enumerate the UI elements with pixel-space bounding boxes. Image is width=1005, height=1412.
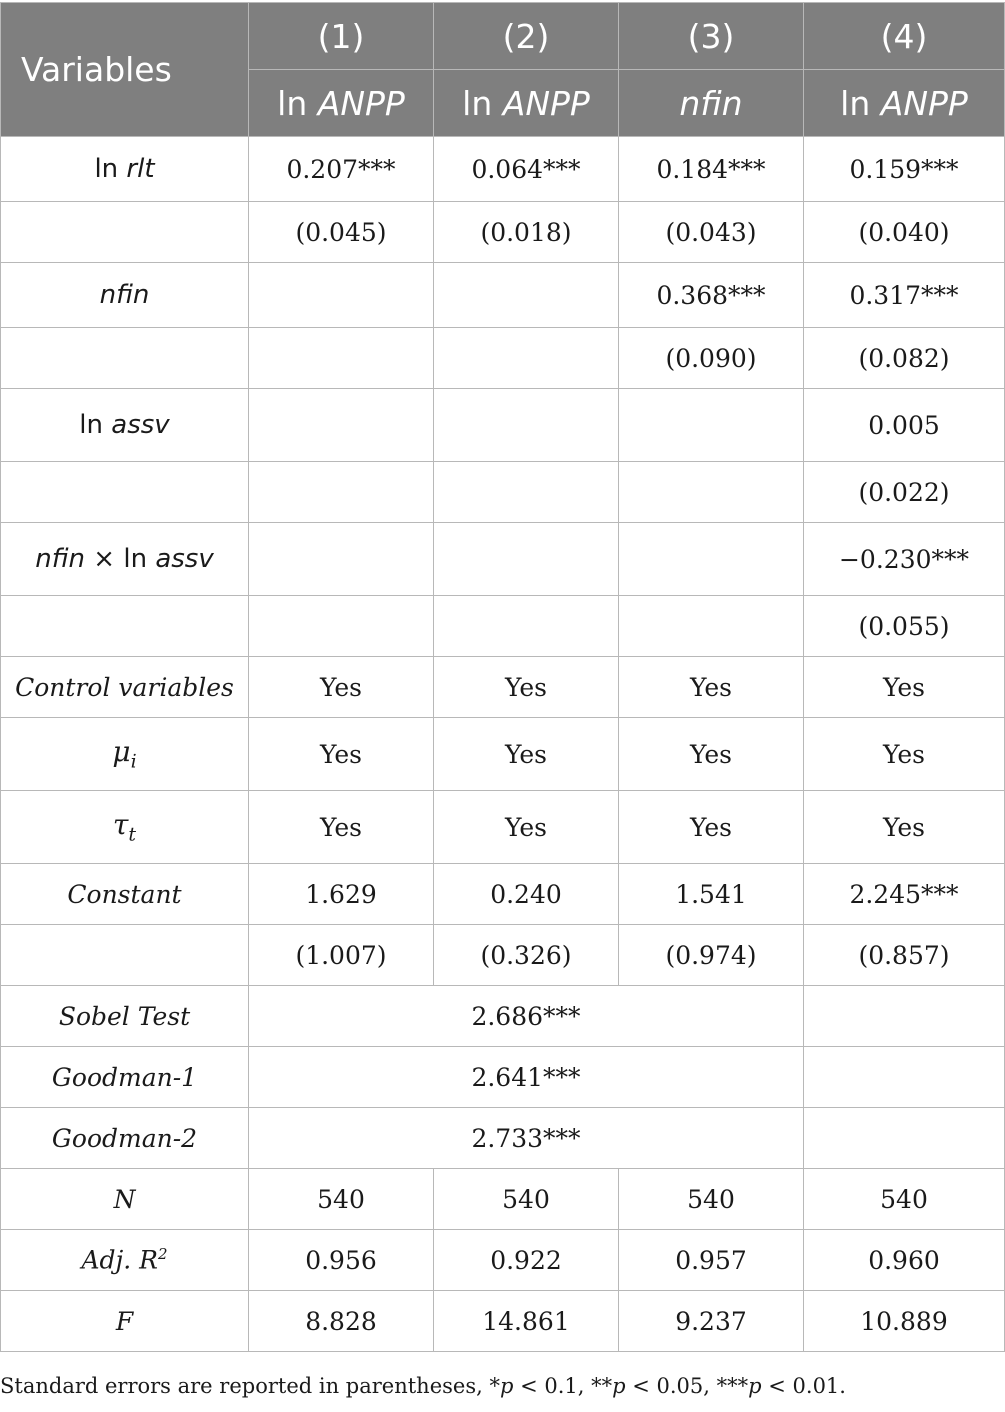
dependent-var-2: ln ANPP: [434, 70, 619, 137]
cell-value: Yes: [619, 718, 804, 791]
cell-value: 14.861: [434, 1291, 619, 1352]
cell-value: 0.922: [434, 1230, 619, 1291]
table-row-ln-assv: [1, 389, 1005, 462]
row-label-constant: Constant: [1, 864, 249, 925]
cell-se: (0.090): [619, 328, 804, 389]
cell-goodman-2-value: 2.733***: [249, 1108, 804, 1169]
cell-coef: −0.230***: [804, 523, 1005, 596]
cell-se: (1.007): [249, 925, 434, 986]
empty-cell: [619, 389, 804, 462]
cell-coef: 0.064***: [434, 137, 619, 202]
row-label-mu: $\mu_i$: [1, 718, 249, 791]
cell-coef: 0.368***: [619, 263, 804, 328]
cell-value: Yes: [804, 657, 1005, 718]
empty-cell: [434, 328, 619, 389]
cell-se: (0.055): [804, 596, 1005, 657]
empty-cell: [1, 202, 249, 263]
cell-value: 8.828: [249, 1291, 434, 1352]
table-row-sobel: [1, 986, 1005, 1047]
dependent-var-1: ln ANPP: [249, 70, 434, 137]
row-label-ln-assv: ln assv: [1, 389, 249, 462]
empty-cell: [249, 389, 434, 462]
cell-value: Yes: [619, 657, 804, 718]
cell-se: (0.043): [619, 202, 804, 263]
cell-value: Yes: [434, 718, 619, 791]
cell-se: (0.040): [804, 202, 1005, 263]
cell-value: Yes: [249, 657, 434, 718]
table-row-constant: [1, 864, 1005, 925]
row-label-sobel: Sobel Test: [1, 986, 249, 1047]
cell-value: Yes: [249, 791, 434, 864]
table-row-tau: [1, 791, 1005, 864]
empty-cell: [619, 523, 804, 596]
empty-cell: [434, 462, 619, 523]
cell-coef: 2.245***: [804, 864, 1005, 925]
cell-se: (0.018): [434, 202, 619, 263]
row-label-n: N: [1, 1169, 249, 1230]
cell-se: (0.857): [804, 925, 1005, 986]
cell-se: (0.022): [804, 462, 1005, 523]
empty-cell: [249, 462, 434, 523]
cell-coef: 0.159***: [804, 137, 1005, 202]
header-row-columns: [1, 3, 1005, 70]
empty-cell: [804, 1047, 1005, 1108]
empty-cell: [434, 523, 619, 596]
table-row-constant-se: [1, 925, 1005, 986]
empty-cell: [249, 328, 434, 389]
cell-value: 10.889: [804, 1291, 1005, 1352]
cell-coef: 0.184***: [619, 137, 804, 202]
empty-cell: [249, 596, 434, 657]
empty-cell: [1, 462, 249, 523]
cell-value: 540: [249, 1169, 434, 1230]
row-label-goodman-1: Goodman-1: [1, 1047, 249, 1108]
column-header-4: (4): [804, 3, 1005, 70]
cell-value: Yes: [619, 791, 804, 864]
empty-cell: [1, 328, 249, 389]
dependent-var-3: nfin: [619, 70, 804, 137]
cell-value: 0.956: [249, 1230, 434, 1291]
variables-header: Variables: [1, 3, 249, 137]
empty-cell: [1, 925, 249, 986]
row-label-nfin: nfin: [1, 263, 249, 328]
cell-coef: 0.240: [434, 864, 619, 925]
cell-value: 0.957: [619, 1230, 804, 1291]
cell-value: Yes: [804, 791, 1005, 864]
cell-value: 540: [619, 1169, 804, 1230]
cell-se: (0.045): [249, 202, 434, 263]
cell-value: Yes: [434, 657, 619, 718]
cell-se: (0.326): [434, 925, 619, 986]
table-row-goodman-1: [1, 1047, 1005, 1108]
row-label-f: F: [1, 1291, 249, 1352]
cell-value: Yes: [804, 718, 1005, 791]
cell-coef: 1.629: [249, 864, 434, 925]
row-label-ln-rlt: ln rlt: [1, 137, 249, 202]
cell-value: 0.960: [804, 1230, 1005, 1291]
table-row-mu: [1, 718, 1005, 791]
cell-coef: 0.005: [804, 389, 1005, 462]
cell-sobel-value: 2.686***: [249, 986, 804, 1047]
table-row-nfin-se: [1, 328, 1005, 389]
table-row-adj-r2: [1, 1230, 1005, 1291]
column-header-2: (2): [434, 3, 619, 70]
table-row-controls: [1, 657, 1005, 718]
cell-value: Yes: [434, 791, 619, 864]
dependent-var-4: ln ANPP: [804, 70, 1005, 137]
row-label-controls: Control variables: [1, 657, 249, 718]
cell-value: 9.237: [619, 1291, 804, 1352]
column-header-1: (1): [249, 3, 434, 70]
empty-cell: [249, 523, 434, 596]
empty-cell: [804, 1108, 1005, 1169]
empty-cell: [619, 462, 804, 523]
cell-coef: 0.207***: [249, 137, 434, 202]
cell-coef: 1.541: [619, 864, 804, 925]
cell-coef: 0.317***: [804, 263, 1005, 328]
cell-se: (0.082): [804, 328, 1005, 389]
cell-goodman-1-value: 2.641***: [249, 1047, 804, 1108]
cell-value: Yes: [249, 718, 434, 791]
table-row-interaction: [1, 523, 1005, 596]
regression-table: [0, 2, 1005, 1352]
empty-cell: [249, 263, 434, 328]
table-footnote: Standard errors are reported in parentheses, *p < 0.1, **p < 0.05, ***p < 0.01.: [0, 1374, 846, 1398]
column-header-3: (3): [619, 3, 804, 70]
row-label-adj-r2: Adj. $R^2$: [1, 1230, 249, 1291]
table-row-ln-assv-se: [1, 462, 1005, 523]
table-row-goodman-2: [1, 1108, 1005, 1169]
empty-cell: [434, 596, 619, 657]
table-row-f: [1, 1291, 1005, 1352]
row-label-tau: $\tau_t$: [1, 791, 249, 864]
empty-cell: [619, 596, 804, 657]
cell-se: (0.974): [619, 925, 804, 986]
cell-value: 540: [434, 1169, 619, 1230]
table-row-ln-rlt: [1, 137, 1005, 202]
empty-cell: [434, 389, 619, 462]
empty-cell: [434, 263, 619, 328]
table-row-nfin: [1, 263, 1005, 328]
table-row-interaction-se: [1, 596, 1005, 657]
table-row-ln-rlt-se: [1, 202, 1005, 263]
table-row-n: [1, 1169, 1005, 1230]
empty-cell: [804, 986, 1005, 1047]
cell-value: 540: [804, 1169, 1005, 1230]
empty-cell: [1, 596, 249, 657]
row-label-goodman-2: Goodman-2: [1, 1108, 249, 1169]
row-label-interaction: nfin × ln assv: [1, 523, 249, 596]
